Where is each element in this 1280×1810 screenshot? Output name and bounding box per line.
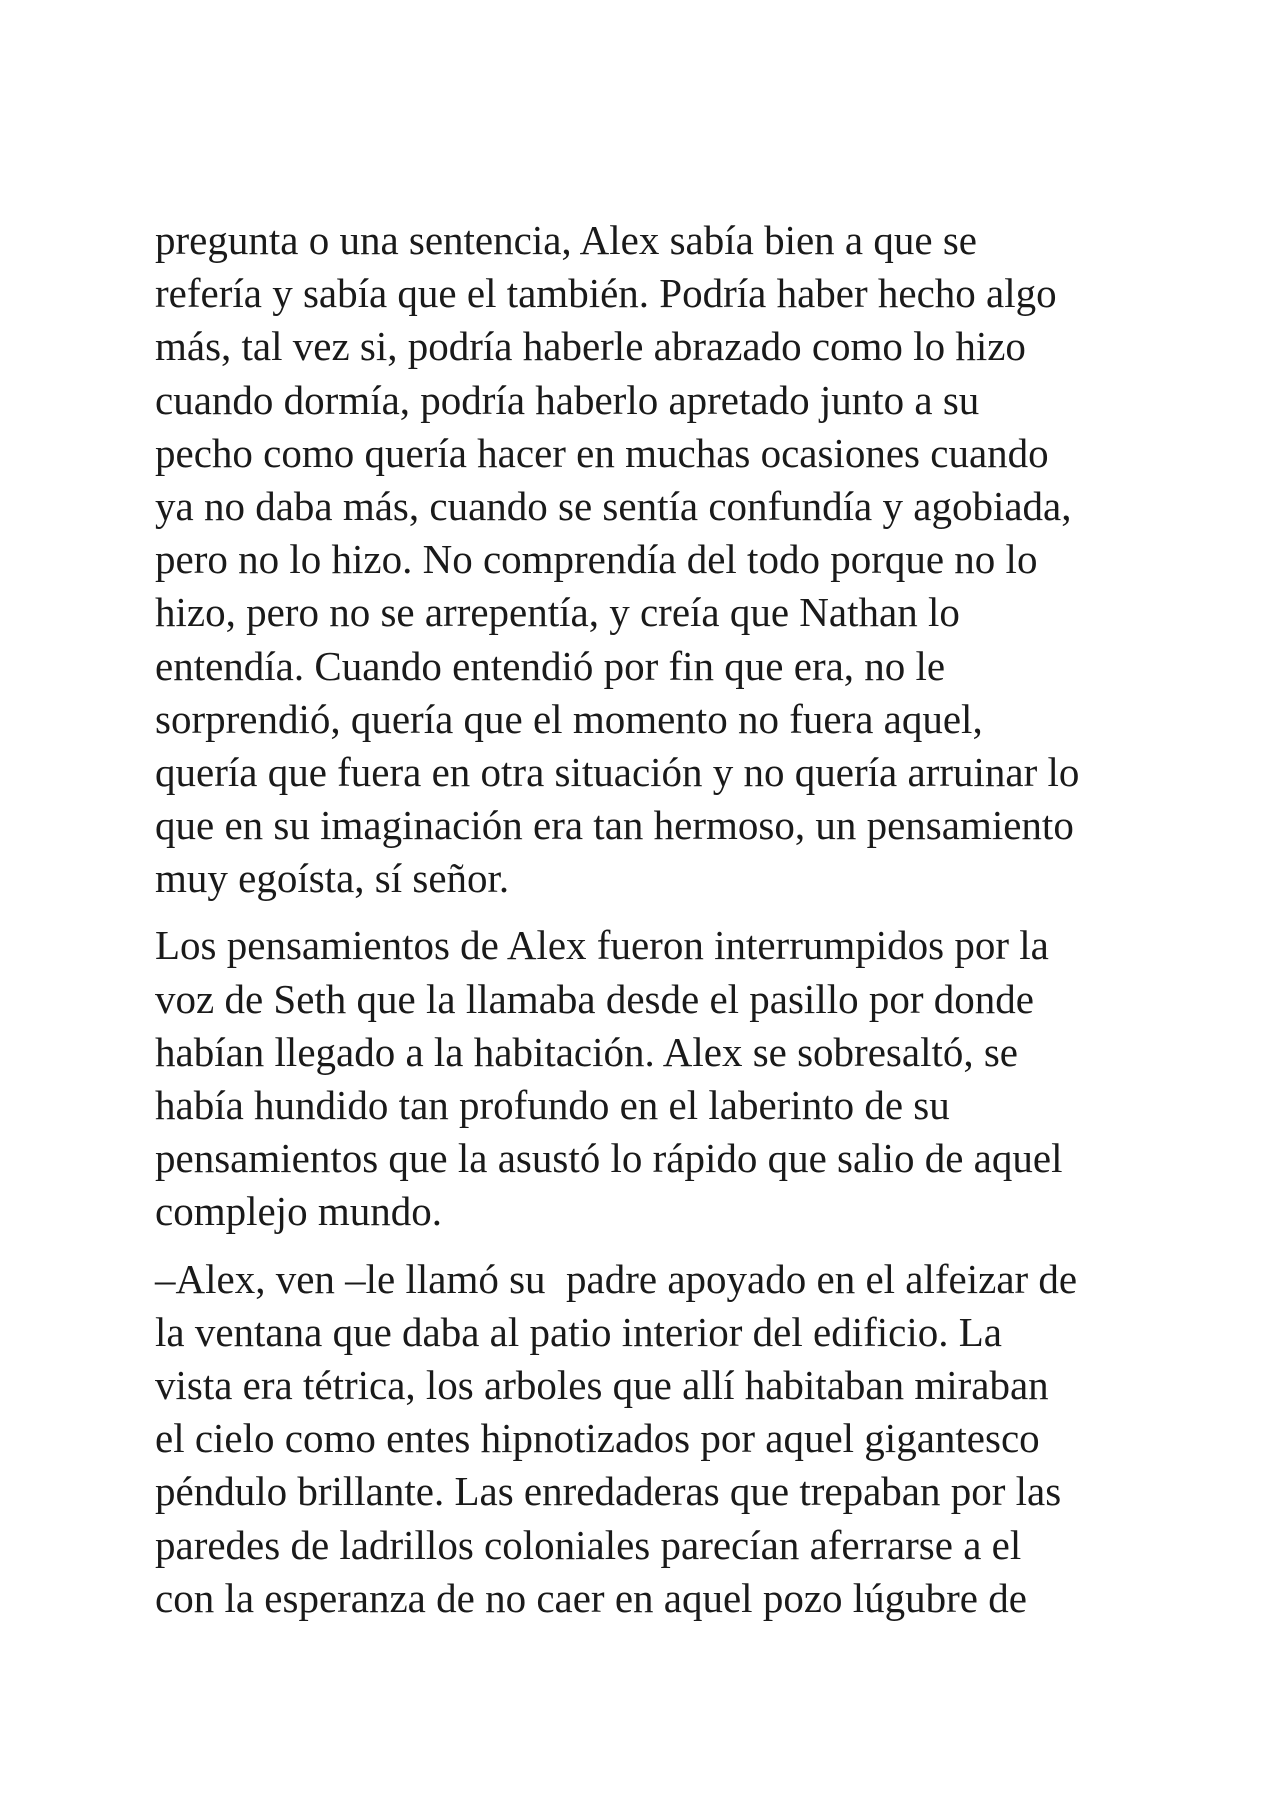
- text-line: complejo mundo.: [155, 1188, 442, 1235]
- text-line: el cielo como entes hipnotizados por aquel gigantesco: [155, 1415, 1040, 1462]
- text-line: más, tal vez si, podría haberle abrazado como lo hizo: [155, 323, 1026, 370]
- paragraph-2: [155, 919, 1155, 1238]
- text-line: pero no lo hizo. No comprendía del todo porque no lo: [155, 536, 1038, 583]
- text-line: sorprendió, quería que el momento no fuera aquel,: [155, 695, 983, 742]
- text-line: voz de Seth que la llamaba desde el pasillo por donde: [155, 975, 1034, 1022]
- paragraph-1: [155, 214, 1155, 905]
- text-line: la ventana que daba al patio interior del edificio. La: [155, 1308, 1002, 1355]
- text-line: cuando dormía, podría haberlo apretado junto a su: [155, 376, 980, 423]
- text-line: Los pensamientos de Alex fueron interrumpidos por la: [155, 922, 1049, 969]
- text-line: péndulo brillante. Las enredaderas que trepaban por las: [155, 1468, 1062, 1515]
- text-line: hizo, pero no se arrepentía, y creía que Nathan lo: [155, 589, 960, 636]
- text-line: vista era tétrica, los arboles que allí habitaban miraban: [155, 1361, 1049, 1408]
- text-line: muy egoísta, sí señor.: [155, 855, 510, 902]
- text-line: paredes de ladrillos coloniales parecían aferrarse a el: [155, 1521, 1022, 1568]
- body-text: [155, 214, 1155, 1639]
- text-line: que en su imaginación era tan hermoso, un pensamiento: [155, 802, 1074, 849]
- text-line: entendía. Cuando entendió por fin que era, no le: [155, 642, 946, 689]
- text-line: con la esperanza de no caer en aquel pozo lúgubre de: [155, 1574, 1027, 1621]
- text-line: ya no daba más, cuando se sentía confundía y agobiada,: [155, 482, 1072, 529]
- text-line: había hundido tan profundo en el laberinto de su: [155, 1082, 950, 1128]
- text-line: quería que fuera en otra situación y no quería arruinar lo: [155, 748, 1080, 795]
- paragraph-3: [155, 1253, 1155, 1625]
- text-line: habían llegado a la habitación. Alex se sobresaltó, se: [155, 1028, 1019, 1075]
- text-line: pregunta o una sentencia, Alex sabía bien a que se: [155, 217, 977, 263]
- text-line: refería y sabía que el también. Podría haber hecho algo: [155, 270, 1057, 317]
- text-line: –Alex, ven –le llamó su padre apoyado en el alfeizar de: [155, 1255, 1078, 1302]
- text-line: pensamientos que la asustó lo rápido que salio de aquel: [155, 1135, 1063, 1182]
- text-line: pecho como quería hacer en muchas ocasiones cuando: [155, 429, 1049, 476]
